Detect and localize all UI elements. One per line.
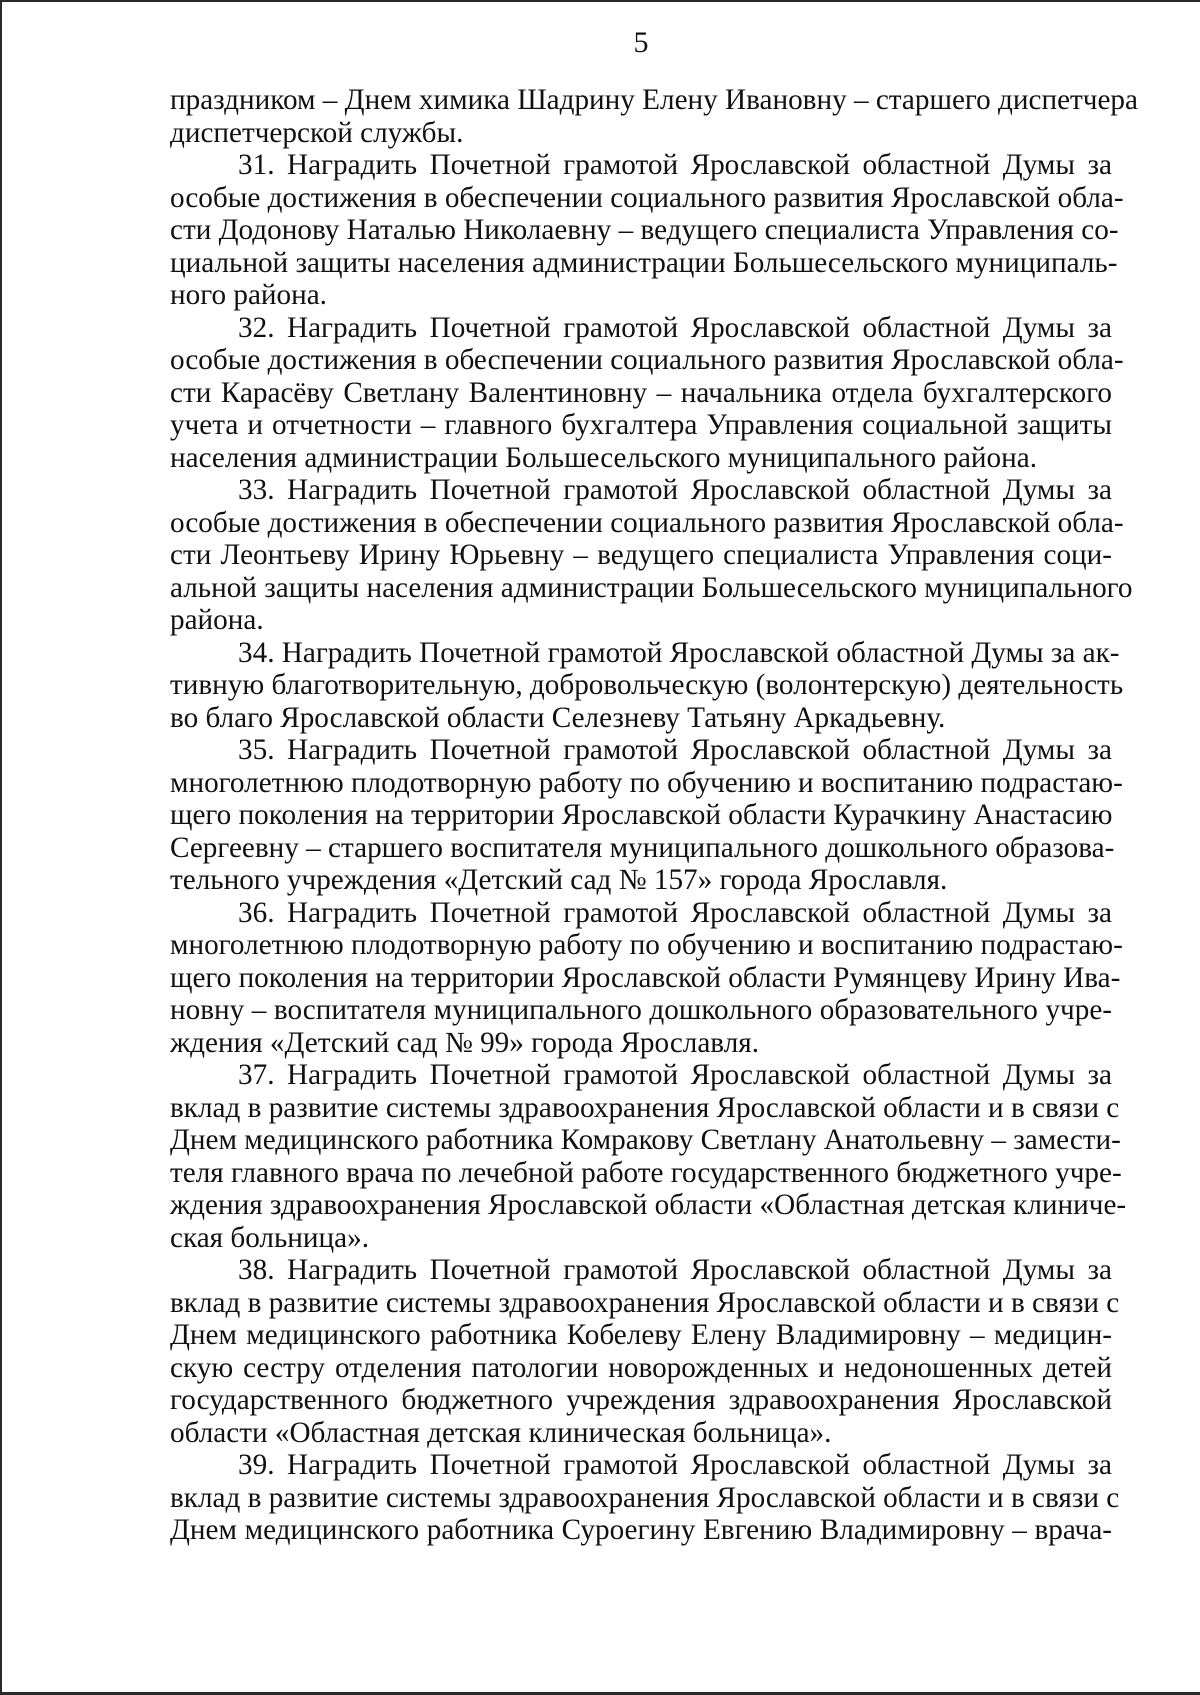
text-line: циальной защиты населения администрации Большесельского муниципаль- (170, 246, 1118, 279)
text-line: скую сестру отделения патологии новорожденных и недоношенных детей (170, 1351, 1112, 1384)
page-border-left (0, 0, 2, 1695)
text-line: 31. Наградить Почетной грамотой Ярославской областной Думы за (238, 149, 1112, 181)
page-border-top (0, 0, 1200, 2)
text-line: особые достижения в обеспечении социального развития Ярославской обла- (170, 344, 1124, 376)
text-line: 32. Наградить Почетной грамотой Ярославской областной Думы за (238, 311, 1112, 344)
paragraph-p32 (170, 311, 1124, 475)
text-line: многолетнюю плодотворную работу по обучению и воспитанию подрастаю- (170, 766, 1123, 799)
paragraph-p30-cont (170, 84, 1138, 149)
text-line: вклад в развитие системы здравоохранения Ярославской области и в связи с (170, 1286, 1120, 1319)
text-line: щего поколения на территории Ярославской области Румянцеву Ирину Ива- (170, 961, 1121, 994)
text-line: тельного учреждения «Детский сад № 157» города Ярославля. (170, 864, 948, 896)
paragraph-p35 (170, 734, 1123, 897)
paragraph-p33 (170, 474, 1133, 637)
text-line: тивную благотворительную, добровольческую (волонтерскую) деятельность (170, 669, 1124, 701)
text-line: населения администрации Большесельского муниципального района. (170, 441, 1037, 474)
text-line: Днем медицинского работника Суроегину Евгению Владимировну – врача- (170, 1514, 1112, 1546)
text-line: 33. Наградить Почетной грамотой Ярославской областной Думы за (238, 474, 1112, 506)
text-line: диспетчерской службы. (170, 116, 464, 149)
text-line: особые достижения в обеспечении социального развития Ярославской обла- (170, 506, 1124, 539)
text-line: сти Додонову Наталью Николаевну – ведущего специалиста Управления со- (170, 214, 1119, 246)
text-line: Днем медицинского работника Комракову Светлану Анатольевну – замести- (170, 1124, 1121, 1156)
paragraph-p36 (170, 896, 1123, 1060)
text-line: ного района. (170, 279, 327, 311)
text-line: праздником – Днем химика Шадрину Елену Ивановну – старшего диспетчера (170, 84, 1138, 116)
text-line: новну – воспитателя муниципального дошкольного образовательного учре- (170, 994, 1112, 1026)
paragraph-p31 (170, 149, 1124, 312)
paragraph-p38 (170, 1254, 1120, 1449)
text-line: 36. Наградить Почетной грамотой Ярославской областной Думы за (238, 896, 1112, 929)
page-number: 5 (633, 26, 649, 59)
text-line: 34. Наградить Почетной грамотой Ярославской областной Думы за ак- (238, 636, 1120, 669)
paragraph-p37 (170, 1059, 1127, 1254)
text-line: ждения «Детский сад № 99» города Ярославля. (170, 1026, 759, 1059)
text-line: во благо Ярославской области Селезневу Татьяну Аркадьевну. (170, 701, 946, 734)
paragraph-p39 (170, 1449, 1120, 1547)
text-line: сти Карасёву Светлану Валентиновну – начальника отдела бухгалтерского (170, 376, 1112, 409)
text-line: 38. Наградить Почетной грамотой Ярославской областной Думы за (238, 1254, 1112, 1286)
text-line: особые достижения в обеспечении социального развития Ярославской обла- (170, 181, 1124, 214)
text-line: сти Леонтьеву Ирину Юрьевну – ведущего специалиста Управления соци- (170, 539, 1112, 571)
text-line: 35. Наградить Почетной грамотой Ярославской областной Думы за (238, 734, 1112, 766)
text-line: Сергеевну – старшего воспитателя муниципального дошкольного образова- (170, 831, 1115, 864)
text-line: теля главного врача по лечебной работе государственного бюджетного учре- (170, 1156, 1122, 1189)
text-line: района. (170, 604, 264, 636)
text-line: альной защиты населения администрации Большесельского муниципального (170, 571, 1133, 604)
text-line: 37. Наградить Почетной грамотой Ярославской областной Думы за (238, 1059, 1112, 1091)
text-line: области «Областная детская клиническая больница». (170, 1416, 832, 1449)
text-line: ская больница». (170, 1221, 370, 1254)
text-line: 39. Наградить Почетной грамотой Ярославской областной Думы за (238, 1449, 1112, 1481)
text-line: Днем медицинского работника Кобелеву Елену Владимировну – медицин- (170, 1319, 1112, 1351)
text-line: учета и отчетности – главного бухгалтера Управления социальной защиты (170, 409, 1112, 441)
text-line: вклад в развитие системы здравоохранения Ярославской области и в связи с (170, 1481, 1120, 1514)
document-body (170, 84, 1138, 1547)
paragraph-p34 (170, 636, 1124, 735)
text-line: ждения здравоохранения Ярославской области «Областная детская клиниче- (170, 1189, 1127, 1221)
text-line: государственного бюджетного учреждения здравоохранения Ярославской (170, 1384, 1112, 1416)
text-line: вклад в развитие системы здравоохранения Ярославской области и в связи с (170, 1091, 1120, 1124)
text-line: многолетнюю плодотворную работу по обучению и воспитанию подрастаю- (170, 929, 1123, 961)
text-line: щего поколения на территории Ярославской области Курачкину Анастасию (170, 799, 1113, 831)
